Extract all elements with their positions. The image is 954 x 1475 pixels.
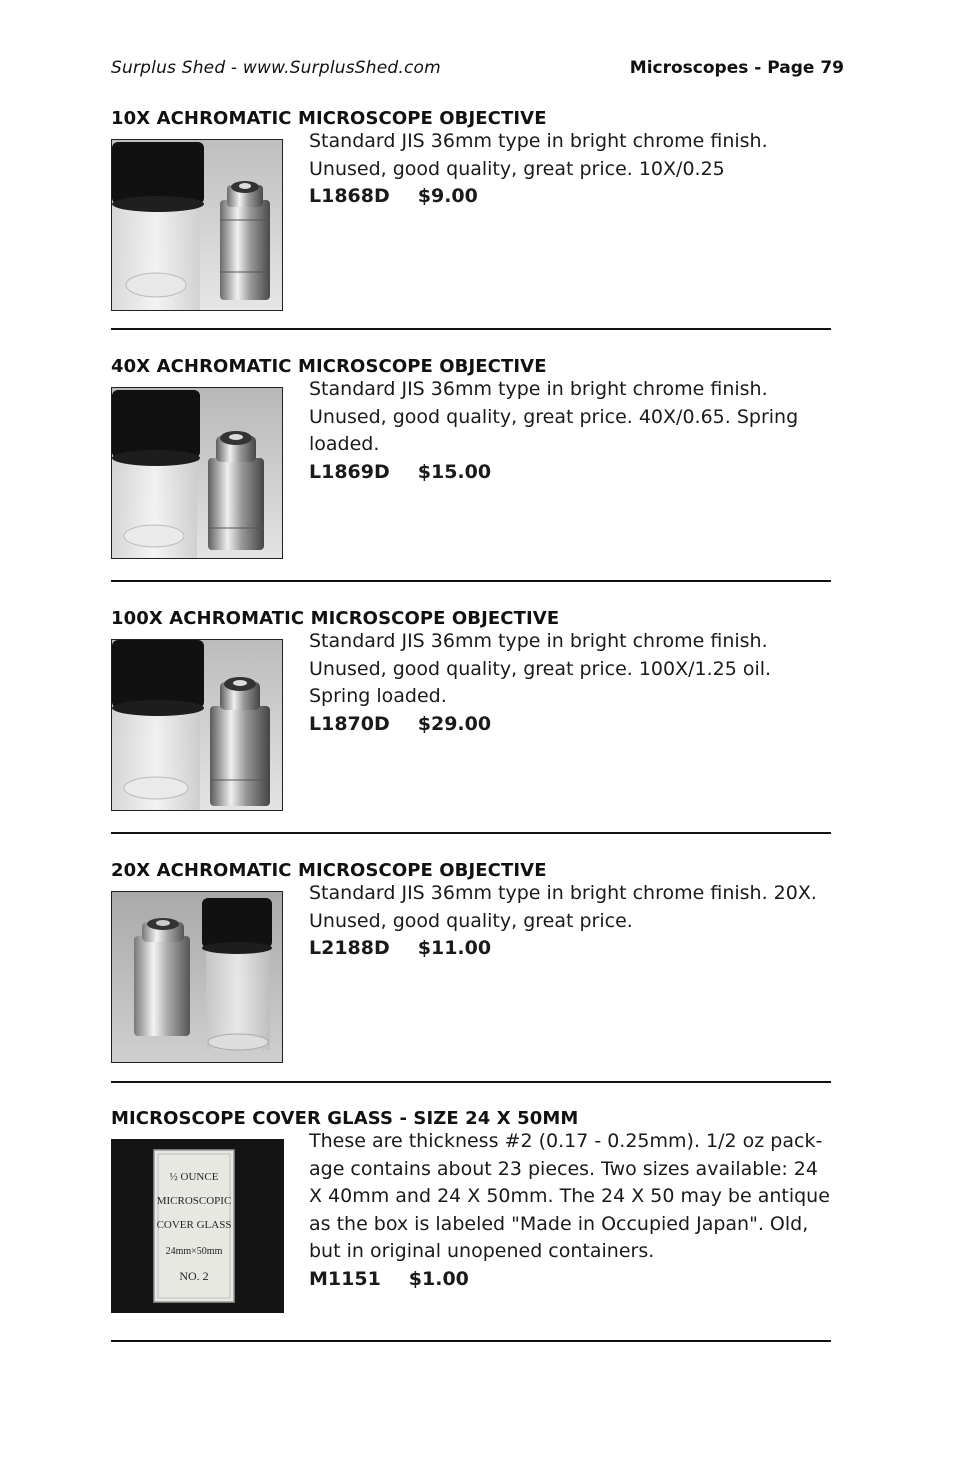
product-description xyxy=(309,880,844,963)
product-photo-100x-objective xyxy=(111,639,283,811)
price-line xyxy=(309,459,844,487)
box-label-line: 24mm×50mm xyxy=(165,1246,223,1257)
box-label-line: COVER GLASS xyxy=(156,1219,232,1231)
product-description xyxy=(309,1128,844,1293)
catalog-source: Surplus Shed - www.SurplusShed.com xyxy=(111,58,441,78)
price-line xyxy=(309,711,844,739)
price-line xyxy=(309,1266,844,1294)
box-label-line: MICROSCOPIC xyxy=(156,1195,232,1207)
description-line: Unused, good quality, great price. xyxy=(309,909,633,932)
product-photo-40x-objective xyxy=(111,387,283,559)
description-line: age contains about 23 pieces. Two sizes available: 24 xyxy=(309,1157,818,1180)
price: $9.00 xyxy=(417,185,478,207)
section-divider xyxy=(111,1081,831,1083)
product-title: 40X ACHROMATIC MICROSCOPE OBJECTIVE xyxy=(111,356,547,377)
product-photo-10x-objective xyxy=(111,139,283,311)
description-line: Unused, good quality, great price. 40X/0.65. Spring xyxy=(309,405,799,428)
description-line: Standard JIS 36mm type in bright chrome finish. xyxy=(309,378,768,400)
sku: L2188D xyxy=(309,937,390,959)
description-line: Unused, good quality, great price. 100X/1.25 oil. xyxy=(309,657,772,680)
price-line xyxy=(309,183,844,211)
box-label-line: ½ OUNCE xyxy=(169,1171,219,1183)
product-title: 20X ACHROMATIC MICROSCOPE OBJECTIVE xyxy=(111,860,547,881)
description-line: but in original unopened containers. xyxy=(309,1240,655,1262)
description-line: loaded. xyxy=(309,433,380,455)
section-divider xyxy=(111,580,831,582)
sku: L1868D xyxy=(309,185,390,207)
description-line: These are thickness #2 (0.17 - 0.25mm). 1/2 oz pack- xyxy=(309,1130,823,1152)
box-label-line: NO. 2 xyxy=(179,1269,209,1283)
product-description xyxy=(309,128,844,211)
product-photo-20x-objective xyxy=(111,891,283,1063)
description-line: Standard JIS 36mm type in bright chrome finish. 20X. xyxy=(309,882,817,904)
price: $29.00 xyxy=(417,712,492,735)
description-line: Unused, good quality, great price. 10X/0.25 xyxy=(309,157,725,180)
product-title: MICROSCOPE COVER GLASS - SIZE 24 X 50MM xyxy=(111,1108,579,1129)
section-divider xyxy=(111,1340,831,1342)
product-title: 10X ACHROMATIC MICROSCOPE OBJECTIVE xyxy=(111,108,547,129)
price-line xyxy=(309,935,844,963)
sku: L1869D xyxy=(309,460,390,483)
description-line: Spring loaded. xyxy=(309,685,447,707)
description-line: X 40mm and 24 X 50mm. The 24 X 50 may be antique xyxy=(309,1185,830,1207)
section-divider xyxy=(111,832,831,834)
price: $11.00 xyxy=(417,937,492,959)
sku: M1151 xyxy=(309,1267,381,1290)
product-title: 100X ACHROMATIC MICROSCOPE OBJECTIVE xyxy=(111,608,560,629)
description-line: Standard JIS 36mm type in bright chrome finish. xyxy=(309,130,768,152)
description-line: as the box is labeled "Made in Occupied Japan". Old, xyxy=(309,1212,809,1235)
product-photo-cover-glass-box xyxy=(111,1139,284,1313)
section-page-number: Microscopes - Page 79 xyxy=(629,58,844,78)
price: $1.00 xyxy=(408,1267,469,1290)
section-divider xyxy=(111,328,831,330)
description-line: Standard JIS 36mm type in bright chrome finish. xyxy=(309,630,768,652)
page-header xyxy=(111,56,844,84)
sku: L1870D xyxy=(309,712,390,735)
product-description xyxy=(309,376,844,486)
product-description xyxy=(309,628,844,738)
price: $15.00 xyxy=(417,460,492,483)
